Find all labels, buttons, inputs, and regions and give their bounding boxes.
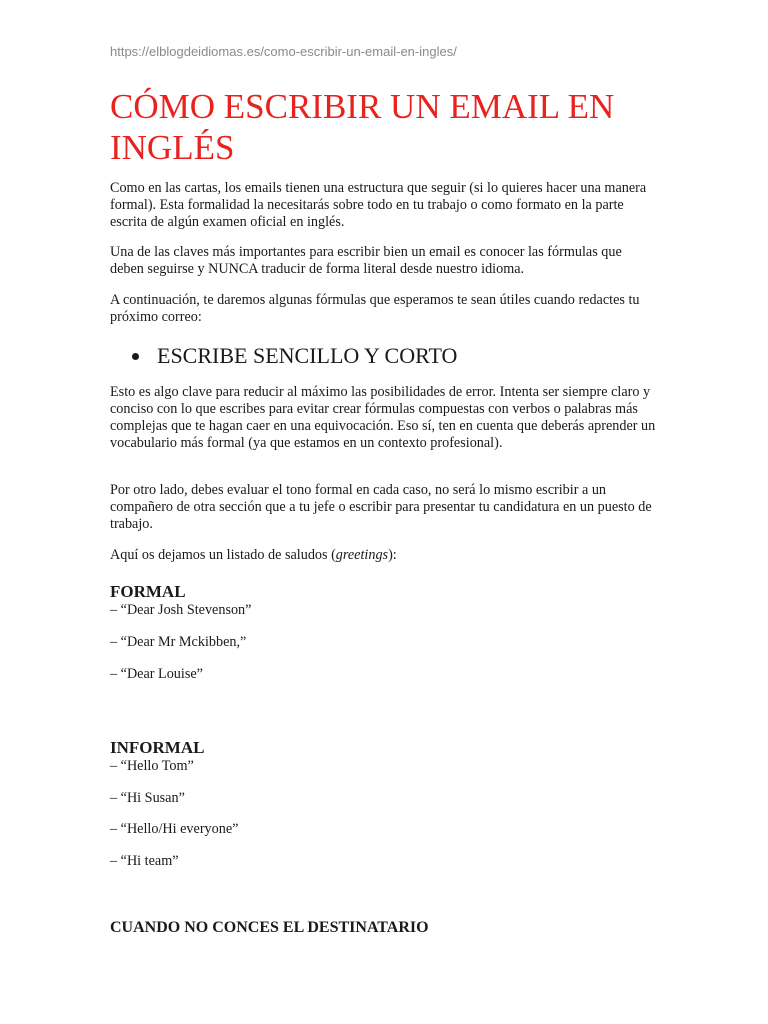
informal-heading: INFORMAL bbox=[110, 738, 205, 757]
bullet-text: ESCRIBE SENCILLO Y CORTO bbox=[157, 343, 458, 368]
greetings-intro bbox=[110, 547, 658, 564]
body-paragraph-1: Esto es algo clave para reducir al máximo las posibilidades de error. Intenta ser siempre claro y conciso con lo que escribes para evitar crear fórmulas compuestas con verbos o palabras más complejas que te hagan caer en una equivocación. Eso sí, ten en cuenta que deberás aprender un vocabulario más formal (ya que estamos en un contexto profesional). bbox=[110, 384, 656, 451]
bullet-dot-icon bbox=[132, 353, 139, 360]
intro-paragraph-3: A continuación, te daremos algunas fórmulas que esperamos te sean útiles cuando redactes tu próximo correo: bbox=[110, 292, 640, 325]
formal-greeting-2: – “Dear Mr Mckibben,” bbox=[110, 634, 247, 650]
greetings-intro-after: ): bbox=[388, 547, 397, 563]
greetings-word: greetings bbox=[335, 547, 389, 563]
formal-greeting-1: – “Dear Josh Stevenson” bbox=[110, 602, 252, 618]
greetings-intro-before: Aquí os dejamos un listado de saludos ( bbox=[110, 547, 336, 563]
bullet-item bbox=[132, 342, 457, 370]
body-paragraph-2: Por otro lado, debes evaluar el tono formal en cada caso, no será lo mismo escribir a un compañero de otra sección que a tu jefe o escribir para presentar tu candidatura en un puesto de trabajo. bbox=[110, 482, 652, 532]
formal-heading: FORMAL bbox=[110, 582, 186, 601]
informal-greeting-2: – “Hi Susan” bbox=[110, 790, 185, 806]
informal-greeting-1: – “Hello Tom” bbox=[110, 758, 194, 774]
informal-greeting-4: – “Hi team” bbox=[110, 853, 179, 869]
informal-greeting-3: – “Hello/Hi everyone” bbox=[110, 821, 239, 837]
unknown-recipient-heading: CUANDO NO CONCES EL DESTINATARIO bbox=[110, 919, 429, 936]
formal-greeting-3: – “Dear Louise” bbox=[110, 666, 203, 682]
source-url[interactable]: https://elblogdeidiomas.es/como-escribir-un-email-en-ingles/ bbox=[110, 44, 457, 59]
intro-paragraph-2: Una de las claves más importantes para escribir bien un email es conocer las fórmulas que deben seguirse y NUNCA traducir de forma literal desde nuestro idioma. bbox=[110, 244, 622, 277]
page-title: CÓMO ESCRIBIR UN EMAIL EN INGLÉS bbox=[110, 87, 615, 167]
intro-paragraph-1: Como en las cartas, los emails tienen una estructura que seguir (si lo quieres hacer una manera formal). Esta formalidad la necesitarás sobre todo en tu trabajo o como formato en la parte escrita de algún examen oficial en inglés. bbox=[110, 180, 647, 230]
